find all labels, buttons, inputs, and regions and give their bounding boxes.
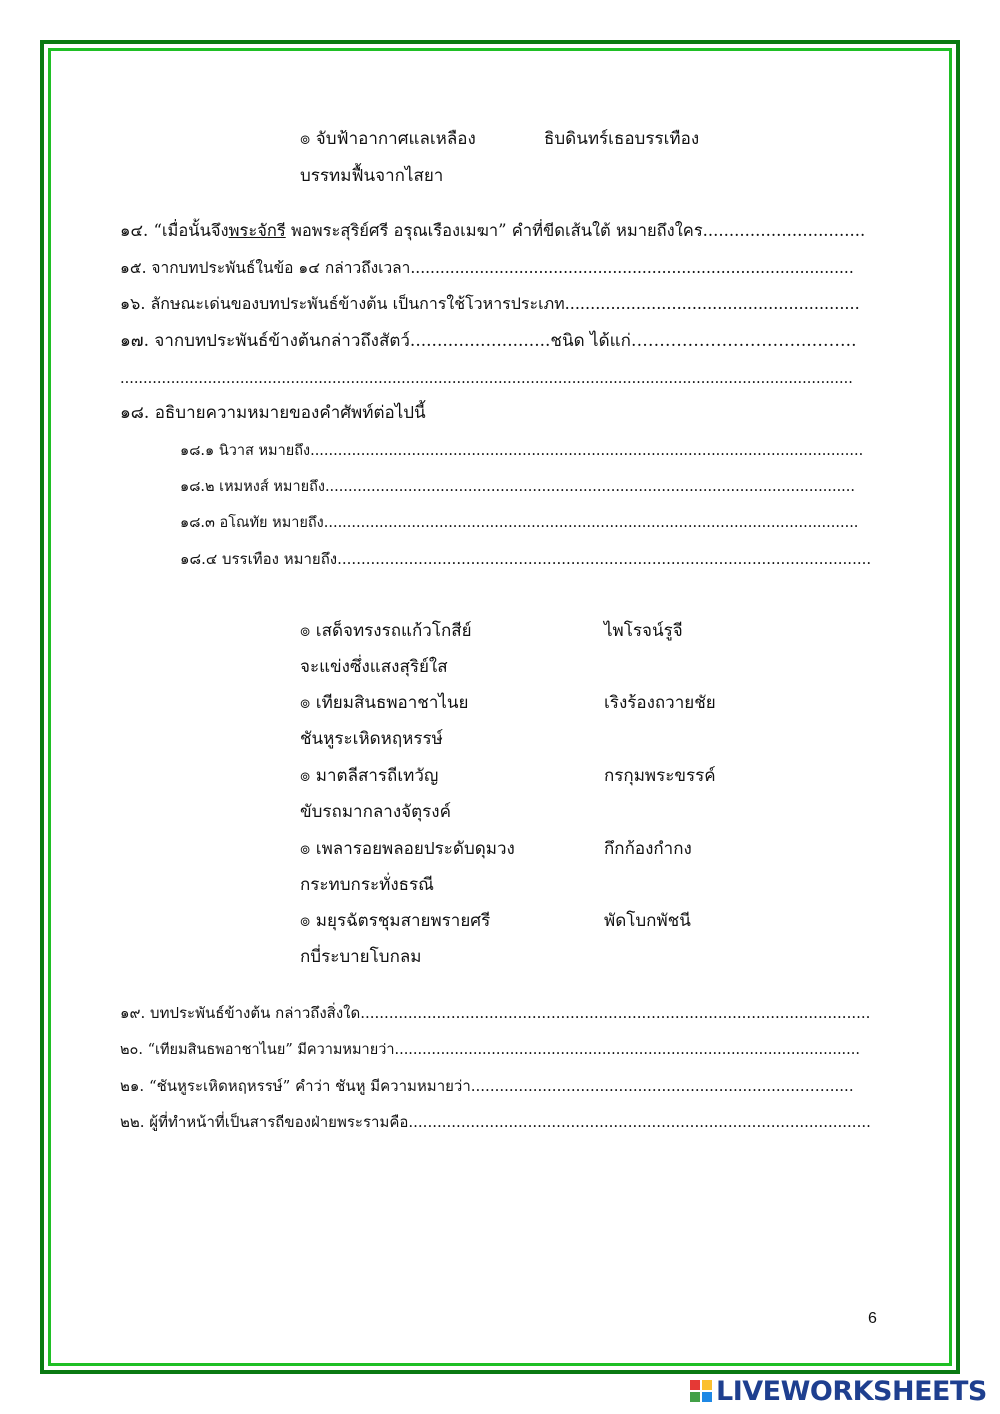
question-18-title: ๑๘. อธิบายความหมายของคำศัพท์ต่อไปนี้: [120, 403, 426, 423]
q14-rest: พอพระสุริย์ศรี อรุณเรืองเมฆา” คำที่ขีดเส้นใต้ หมายถึงใคร...............................: [290, 221, 866, 240]
question-17: ๑๗. จากบทประพันธ์ข้างต้นกล่าวถึงสัตว์..........................ชนิด ได้แก่…………………………..……..: [120, 331, 857, 351]
question-18-3: ๑๘.๓ อโณทัย หมายถึง....................................................................................................................: [180, 515, 859, 531]
liveworksheets-logo[interactable]: [690, 1374, 990, 1408]
question-19: ๑๙. บทประพันธ์ข้างต้น กล่าวถึงสิ่งใด...........................................................................................................: [120, 1004, 871, 1022]
poem2-stanza4-right: กึกก้องกำกง: [604, 839, 692, 859]
poem2-stanza2-next: ชันหูระเหิดหฤหรรษ์: [300, 729, 443, 749]
poem2-stanza4-left: ๏ เพลารอยพลอยประดับดุมวง: [300, 839, 515, 859]
q14-prefix: ๑๔. “เมื่อนั้นจึง: [120, 221, 229, 240]
poem2-stanza1-right: ไพโรจน์รูจี: [604, 621, 683, 641]
question-18-1: ๑๘.๑ นิวาส หมายถึง........................................................................................................................: [180, 443, 864, 459]
poem1-line1-right: ธิบดินทร์เธอบรรเทือง: [544, 129, 700, 149]
question-16: ๑๖. ลักษณะเด่นของบทประพันธ์ข้างต้น เป็นการใช้โวหารประเภท..........................................................: [120, 294, 860, 313]
question-20: ๒๐. “เทียมสินธพอาชาไนย” มีความหมายว่า.....................................................................................................: [120, 1042, 860, 1058]
liveworksheets-badge-icon: [690, 1380, 712, 1402]
poem2-stanza3-left: ๏ มาตลีสารถีเทวัญ: [300, 766, 439, 786]
poem2-stanza5-next: กบี่ระบายโบกลม: [300, 947, 422, 967]
poem1-line1-left: ๏ จับฟ้าอากาศแลเหลือง: [300, 129, 476, 149]
poem2-stanza4-next: กระทบกระทั่งธรณี: [300, 875, 434, 895]
page-border-inner: [48, 48, 952, 1366]
question-15: ๑๕. จากบทประพันธ์ในข้อ ๑๔ กล่าวถึงเวลา..........................................................................................: [120, 259, 854, 277]
poem1-line2: บรรทมฟื้นจากไสยา: [300, 166, 444, 186]
liveworksheets-logo-text: LIVEWORKSHEETS: [716, 1375, 987, 1407]
poem2-stanza3-next: ขับรถมากลางจัตุรงค์: [300, 802, 451, 822]
question-14: [120, 220, 865, 242]
page-number: 6: [868, 1310, 877, 1327]
poem2-stanza1-next: จะแข่งซึ่งแสงสุริย์ใส: [300, 657, 448, 677]
poem2-stanza3-right: กรกุมพระขรรค์: [604, 766, 716, 786]
question-21: ๒๑. “ชันหูระเหิดหฤหรรษ์” คำว่า ชันหู มีความหมายว่า.....................................................................…….....: [120, 1077, 854, 1095]
poem2-stanza2-right: เริงร้องถวายชัย: [604, 693, 716, 713]
question-22: ๒๒. ผู้ที่ทำหน้าที่เป็นสารถีของฝ่ายพระรามคือ.................................................................................................: [120, 1113, 871, 1131]
poem2-stanza5-left: ๏ มยุรฉัตรชุมสายพรายศรี: [300, 911, 491, 931]
question-17-continuation: ...............................................................................................................................................................: [120, 371, 853, 387]
poem2-stanza1-left: ๏ เสด็จทรงรถแก้วโกสีย์: [300, 621, 472, 641]
poem2-stanza5-right: พัดโบกพัชนี: [604, 911, 691, 931]
question-18-2: ๑๘.๒ เหมหงส์ หมายถึง...................................................................................................................: [180, 479, 856, 495]
question-18-4: ๑๘.๔ บรรเทือง หมายถึง................................................................................................................: [180, 550, 872, 568]
q14-underlined-word: พระจักรี: [228, 221, 286, 240]
poem2-stanza2-left: ๏ เทียมสินธพอาชาไนย: [300, 693, 469, 713]
